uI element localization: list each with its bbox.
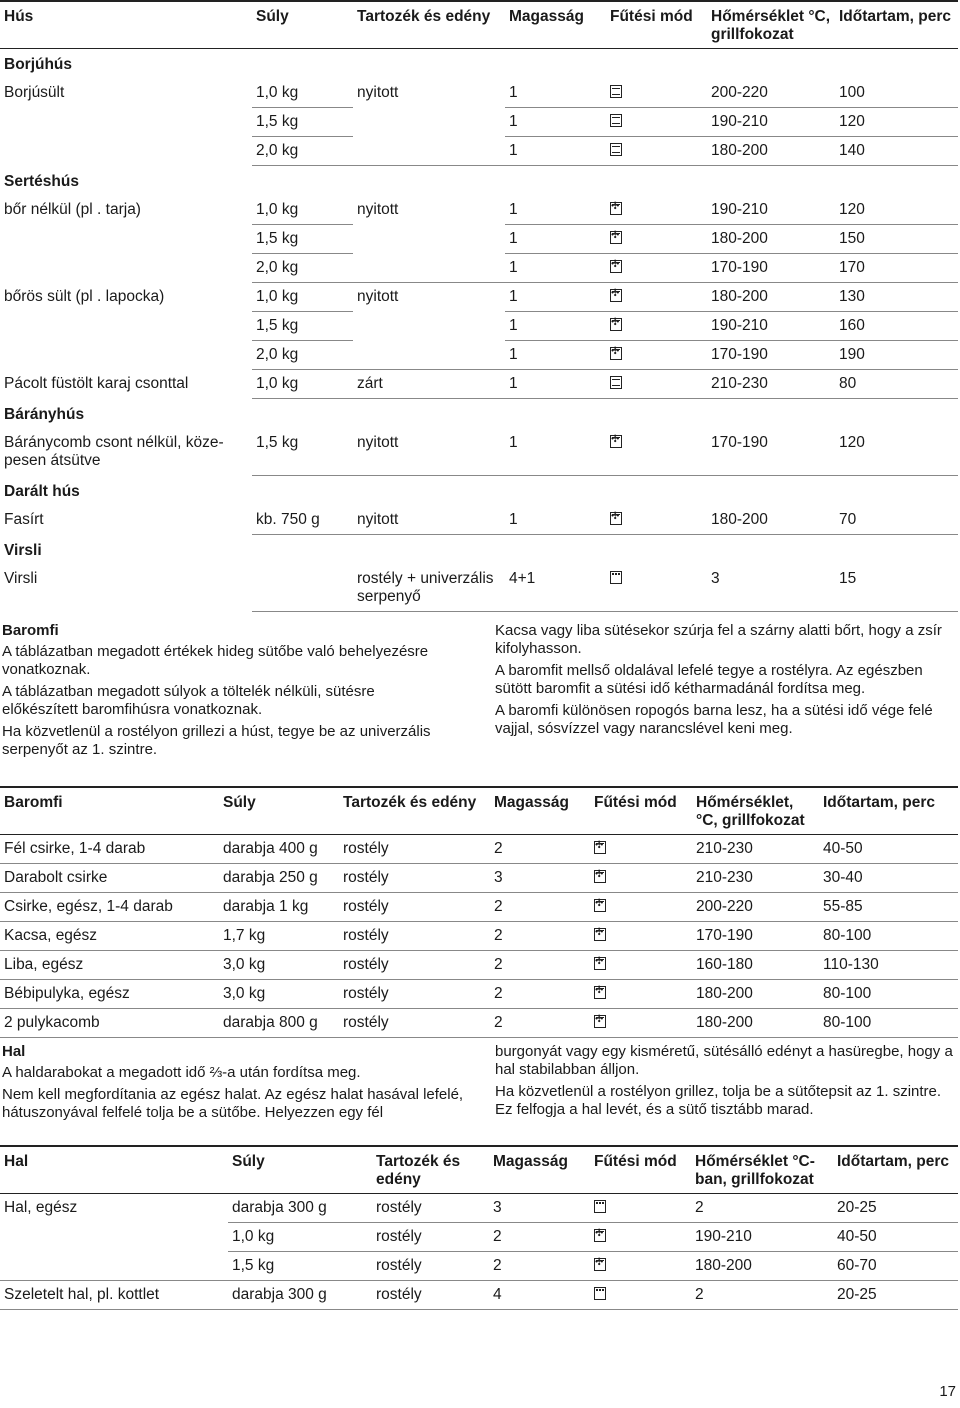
table-row (0, 225, 958, 254)
column-header: Magasság (493, 1153, 568, 1170)
circulating-air-icon (594, 841, 606, 854)
weight-cell: 1,5 kg (252, 429, 353, 475)
accessory-cell: rostély (339, 864, 490, 893)
weight-cell: darabja 1 kg (219, 893, 339, 922)
poultry-notes-left (2, 622, 442, 763)
column-header: Magasság (509, 8, 584, 25)
fish-notes-left (2, 1043, 464, 1126)
accessory-cell: nyitott (353, 506, 505, 535)
temperature-cell: 170-190 (707, 341, 835, 370)
accessory-cell (353, 341, 505, 370)
time-cell: 110-130 (819, 951, 958, 980)
item-cell: Bébipulyka, egész (0, 980, 219, 1009)
level-cell: 2 (490, 835, 590, 864)
poultry-notes-right (495, 622, 957, 742)
circulating-air-icon (594, 957, 606, 970)
heating-mode-cell (590, 980, 692, 1009)
group-row (0, 534, 958, 565)
column-header: Súly (223, 794, 256, 811)
item-cell: Borjúsült (4, 84, 65, 101)
weight-cell: 1,5 kg (252, 225, 353, 254)
accessory-cell: nyitott (357, 84, 399, 101)
item-cell (0, 1252, 228, 1281)
time-cell: 20-25 (833, 1194, 958, 1223)
item-cell (0, 108, 252, 137)
level-cell: 1 (505, 79, 606, 108)
circulating-air-icon (610, 202, 622, 215)
item-cell: Pácolt füstölt karaj csonttal (4, 374, 189, 392)
time-cell: 15 (835, 565, 958, 612)
level-cell: 2 (490, 893, 590, 922)
heating-mode-cell (606, 137, 707, 166)
table-row (0, 893, 958, 922)
time-cell: 30-40 (819, 864, 958, 893)
column-header: Tartozék és edény (376, 1153, 461, 1188)
heating-mode-cell (606, 108, 707, 137)
temperature-cell: 190-210 (691, 1223, 833, 1252)
column-header: Hőmérséklet °C, grillfokozat (711, 8, 831, 43)
accessory-cell: zárt (353, 370, 505, 399)
temperature-cell: 190-210 (707, 196, 835, 225)
heating-mode-cell (590, 951, 692, 980)
level-cell: 4 (489, 1281, 590, 1310)
time-cell: 130 (835, 283, 958, 312)
heating-mode-cell (606, 254, 707, 283)
time-cell: 70 (835, 506, 958, 535)
column-header: Súly (256, 8, 289, 25)
group-title: Borjúhús (4, 56, 73, 73)
heating-mode-cell (590, 922, 692, 951)
level-cell: 1 (505, 137, 606, 166)
level-cell: 1 (505, 506, 606, 535)
temperature-cell: 2 (691, 1194, 833, 1223)
level-cell: 2 (489, 1252, 590, 1281)
accessory-cell: nyitott (357, 201, 399, 218)
temperature-cell: 170-190 (707, 429, 835, 475)
accessory-cell: rostély (372, 1281, 489, 1310)
temperature-cell: 180-200 (692, 980, 819, 1009)
accessory-cell (353, 225, 505, 254)
item-cell: bőrös sült (pl . lapocka) (4, 287, 165, 305)
weight-cell: darabja 400 g (219, 835, 339, 864)
table-row (0, 951, 958, 980)
table-row (0, 565, 958, 612)
group-title: Sertéshús (4, 173, 79, 190)
fish-note: Ha közvetlenül a rostélyon grillez, tolja be a sütőtepsit az 1. szintre. Ez felfogja a hal levét, és a sütő tisztább marad. (495, 1083, 942, 1118)
accessory-cell: rostély (339, 835, 490, 864)
time-cell: 20-25 (833, 1281, 958, 1310)
time-cell: 40-50 (833, 1223, 958, 1252)
temperature-cell: 200-220 (707, 79, 835, 108)
table-row (0, 864, 958, 893)
temperature-cell: 170-190 (707, 254, 835, 283)
time-cell: 120 (835, 108, 958, 137)
circulating-air-icon (610, 347, 622, 360)
heating-mode-cell (606, 565, 707, 612)
column-header: Súly (232, 1153, 265, 1170)
fish-note: A haldarabokat a megadott idő ⅔-a után fordítsa meg. (2, 1064, 361, 1081)
level-cell: 1 (505, 341, 606, 370)
item-cell: Liba, egész (0, 951, 219, 980)
circulating-air-icon (594, 986, 606, 999)
column-header: Tartozék és edény (357, 8, 491, 25)
weight-cell: 1,0 kg (228, 1223, 372, 1252)
temperature-cell: 200-220 (692, 893, 819, 922)
table-row (0, 137, 958, 166)
group-title: Darált hús (4, 482, 80, 500)
level-cell: 1 (505, 225, 606, 254)
heating-mode-cell (590, 1223, 691, 1252)
fish-note: burgonyát vagy egy kisméretű, sütésálló edényt a hasüregbe, hogy a hal stabilabban álljon. (495, 1043, 953, 1078)
column-header: Fűtési mód (610, 8, 693, 25)
circulating-air-icon (594, 899, 606, 912)
table-row (0, 1009, 958, 1038)
group-row (0, 166, 958, 197)
poultry-note: A baromfit mellső oldalával lefelé tegye a rostélyra. Az egészben sütött baromfit a sütési idő kétharmadánál fordítsa meg. (495, 662, 923, 697)
group-row (0, 475, 958, 506)
poultry-note: Kacsa vagy liba sütésekor szúrja fel a szárny alatti bőrt, hogy a zsír kifolyhasson. (495, 622, 942, 657)
temperature-cell: 180-200 (707, 506, 835, 535)
level-cell: 2 (490, 980, 590, 1009)
time-cell: 190 (835, 341, 958, 370)
poultry-note: Ha közvetlenül a rostélyon grillezi a húst, tegye be az univerzális serpenyőt az 1. szintre. (2, 723, 431, 758)
temperature-cell: 210-230 (692, 835, 819, 864)
heating-mode-cell (606, 225, 707, 254)
time-cell: 80-100 (819, 980, 958, 1009)
heating-mode-cell (606, 196, 707, 225)
heating-mode-cell (606, 370, 707, 399)
column-header: Időtartam, perc (823, 794, 935, 811)
circulating-air-icon (594, 1229, 606, 1242)
circulating-air-icon (610, 318, 622, 331)
group-title: Virsli (4, 541, 42, 559)
table-row (0, 370, 958, 399)
level-cell: 1 (505, 254, 606, 283)
heating-mode-cell (606, 429, 707, 475)
weight-cell: 1,0 kg (252, 79, 353, 108)
heating-mode-cell (590, 835, 692, 864)
column-header: Baromfi (4, 794, 63, 811)
item-cell (0, 341, 252, 370)
time-cell: 55-85 (819, 893, 958, 922)
top-bottom-heat-icon (610, 85, 622, 98)
temperature-cell: 160-180 (692, 951, 819, 980)
time-cell: 100 (835, 79, 958, 108)
item-cell: 2 pulykacomb (0, 1009, 219, 1038)
item-cell (0, 1223, 228, 1252)
level-cell: 1 (505, 429, 606, 475)
poultry-note: A táblázatban megadott értékek hideg sütőbe való behelyezésre vonatkoznak. (2, 643, 429, 678)
temperature-cell: 190-210 (707, 312, 835, 341)
weight-cell (252, 565, 353, 612)
weight-cell: 1,0 kg (252, 370, 353, 399)
column-header: Időtartam, perc (837, 1153, 949, 1170)
weight-cell: 1,7 kg (219, 922, 339, 951)
accessory-cell: rostély (339, 893, 490, 922)
level-cell: 3 (490, 864, 590, 893)
table-row (0, 980, 958, 1009)
heating-mode-cell (590, 864, 692, 893)
weight-cell: 1,5 kg (252, 312, 353, 341)
table-row (0, 922, 958, 951)
weight-cell: 1,5 kg (252, 108, 353, 137)
accessory-cell: nyitott (353, 429, 505, 475)
heating-mode-cell (606, 312, 707, 341)
column-header: Hőmérséklet °C-ban, grillfokozat (695, 1153, 815, 1188)
circulating-air-icon (594, 1015, 606, 1028)
heating-mode-cell (590, 893, 692, 922)
group-row (0, 399, 958, 430)
poultry-note: A táblázatban megadott súlyok a töltelék nélküli, sütésre előkészített baromfihúsra vonatkoznak. (2, 683, 375, 718)
item-cell (0, 254, 252, 283)
weight-cell: 2,0 kg (252, 254, 353, 283)
column-header: Hal (4, 1153, 29, 1170)
item-cell: bőr nélkül (pl . tarja) (4, 201, 141, 218)
weight-cell: 3,0 kg (219, 980, 339, 1009)
accessory-cell: rostély (372, 1252, 489, 1281)
accessory-cell (353, 254, 505, 283)
temperature-cell: 180-200 (707, 225, 835, 254)
poultry-note: A baromfi különösen ropogós barna lesz, ha a sütési idő vége felé vajjal, sósvízzel vagy narancslével keni meg. (495, 702, 933, 737)
poultry-heading: Baromfi (2, 622, 59, 639)
circulating-air-icon (594, 1258, 606, 1271)
level-cell: 1 (505, 283, 606, 312)
top-bottom-heat-icon (610, 376, 622, 389)
accessory-cell: nyitott (357, 288, 399, 305)
heating-mode-cell (606, 341, 707, 370)
temperature-cell: 210-230 (707, 370, 835, 399)
item-cell (0, 225, 252, 254)
fish-table (0, 1145, 958, 1310)
temperature-cell: 180-200 (707, 283, 835, 312)
weight-cell: 1,0 kg (252, 283, 353, 312)
weight-cell: 2,0 kg (252, 137, 353, 166)
temperature-cell: 170-190 (692, 922, 819, 951)
table-row (0, 312, 958, 341)
grill-icon (594, 1200, 606, 1213)
item-cell (0, 137, 252, 166)
item-cell: Virsli (4, 569, 38, 587)
level-cell: 3 (489, 1194, 590, 1223)
level-cell: 2 (489, 1223, 590, 1252)
item-cell: Csirke, egész, 1-4 darab (0, 893, 219, 922)
time-cell: 140 (835, 137, 958, 166)
column-header: Időtartam, perc (839, 8, 951, 25)
table-row (0, 835, 958, 864)
table-row (0, 283, 958, 312)
poultry-table (0, 786, 958, 1038)
meat-table (0, 0, 958, 612)
page-number: 17 (939, 1383, 956, 1400)
weight-cell: 1,5 kg (228, 1252, 372, 1281)
item-cell: Báránycomb csont nélkül, köze-pesen átsütve (4, 434, 224, 469)
item-cell: Hal, egész (4, 1199, 78, 1216)
level-cell: 1 (505, 196, 606, 225)
level-cell: 1 (505, 312, 606, 341)
time-cell: 80 (835, 370, 958, 399)
fish-note: Nem kell megfordítania az egész halat. Az egész halat hasával lefelé, hátuszonyával felfelé tolja be a sütőbe. Helyezzen egy fél (2, 1086, 464, 1121)
item-cell (0, 312, 252, 341)
circulating-air-icon (594, 870, 606, 883)
column-header: Fűtési mód (594, 794, 677, 811)
accessory-cell: rostély (339, 951, 490, 980)
column-header: Fűtési mód (594, 1153, 677, 1170)
time-cell: 80-100 (819, 922, 958, 951)
column-header: Tartozék és edény (343, 794, 477, 811)
accessory-cell: rostély (339, 1009, 490, 1038)
time-cell: 80-100 (819, 1009, 958, 1038)
table-row (0, 1223, 958, 1252)
weight-cell: darabja 300 g (228, 1281, 372, 1310)
circulating-air-icon (610, 512, 622, 525)
item-cell: Kacsa, egész (0, 922, 219, 951)
temperature-cell: 190-210 (707, 108, 835, 137)
accessory-cell (353, 108, 505, 137)
column-header: Hús (4, 8, 34, 25)
table-row (0, 1252, 958, 1281)
table-row (0, 108, 958, 137)
weight-cell: darabja 300 g (228, 1194, 372, 1223)
heating-mode-cell (606, 283, 707, 312)
item-cell: Fasírt (4, 510, 44, 528)
item-cell: Darabolt csirke (0, 864, 219, 893)
accessory-cell: rostély (339, 922, 490, 951)
top-bottom-heat-icon (610, 114, 622, 127)
time-cell: 40-50 (819, 835, 958, 864)
level-cell: 2 (490, 951, 590, 980)
circulating-air-icon (594, 928, 606, 941)
time-cell: 150 (835, 225, 958, 254)
level-cell: 4+1 (505, 565, 606, 612)
heating-mode-cell (590, 1281, 691, 1310)
group-title: Bárányhús (4, 406, 85, 423)
column-header: Hőmérséklet, °C, grillfokozat (696, 794, 805, 829)
weight-cell: 1,0 kg (252, 196, 353, 225)
heating-mode-cell (606, 79, 707, 108)
temperature-cell: 180-200 (707, 137, 835, 166)
time-cell: 60-70 (833, 1252, 958, 1281)
time-cell: 120 (835, 429, 958, 475)
column-header: Magasság (494, 794, 569, 811)
table-row (0, 429, 958, 475)
grill-icon (594, 1287, 606, 1300)
accessory-cell: rostély (372, 1194, 489, 1223)
temperature-cell: 210-230 (692, 864, 819, 893)
accessory-cell: rostély (339, 980, 490, 1009)
temperature-cell: 2 (691, 1281, 833, 1310)
weight-cell: kb. 750 g (252, 506, 353, 535)
table-row (0, 341, 958, 370)
accessory-cell: rostély + univerzális serpenyő (353, 565, 505, 612)
table-row (0, 254, 958, 283)
heating-mode-cell (606, 506, 707, 535)
weight-cell: darabja 250 g (219, 864, 339, 893)
level-cell: 2 (490, 922, 590, 951)
accessory-cell (353, 137, 505, 166)
heating-mode-cell (590, 1009, 692, 1038)
fish-notes-right (495, 1043, 957, 1123)
temperature-cell: 180-200 (692, 1009, 819, 1038)
temperature-cell: 180-200 (691, 1252, 833, 1281)
table-row (0, 1281, 958, 1310)
grill-icon (610, 571, 622, 584)
fish-heading: Hal (2, 1043, 26, 1060)
table-row (0, 1194, 958, 1223)
time-cell: 160 (835, 312, 958, 341)
table-row (0, 79, 958, 108)
time-cell: 170 (835, 254, 958, 283)
level-cell: 2 (490, 1009, 590, 1038)
circulating-air-icon (610, 260, 622, 273)
accessory-cell (353, 312, 505, 341)
temperature-cell: 3 (707, 565, 835, 612)
time-cell: 120 (835, 196, 958, 225)
level-cell: 1 (505, 370, 606, 399)
circulating-air-icon (610, 435, 622, 448)
table-row (0, 196, 958, 225)
level-cell: 1 (505, 108, 606, 137)
heating-mode-cell (590, 1252, 691, 1281)
circulating-air-icon (610, 231, 622, 244)
weight-cell: darabja 800 g (219, 1009, 339, 1038)
top-bottom-heat-icon (610, 143, 622, 156)
accessory-cell: rostély (372, 1223, 489, 1252)
item-cell: Fél csirke, 1-4 darab (0, 835, 219, 864)
weight-cell: 3,0 kg (219, 951, 339, 980)
heating-mode-cell (590, 1194, 691, 1223)
item-cell: Szeletelt hal, pl. kottlet (0, 1281, 228, 1310)
circulating-air-icon (610, 289, 622, 302)
weight-cell: 2,0 kg (252, 341, 353, 370)
table-row (0, 506, 958, 535)
group-row (0, 49, 958, 80)
